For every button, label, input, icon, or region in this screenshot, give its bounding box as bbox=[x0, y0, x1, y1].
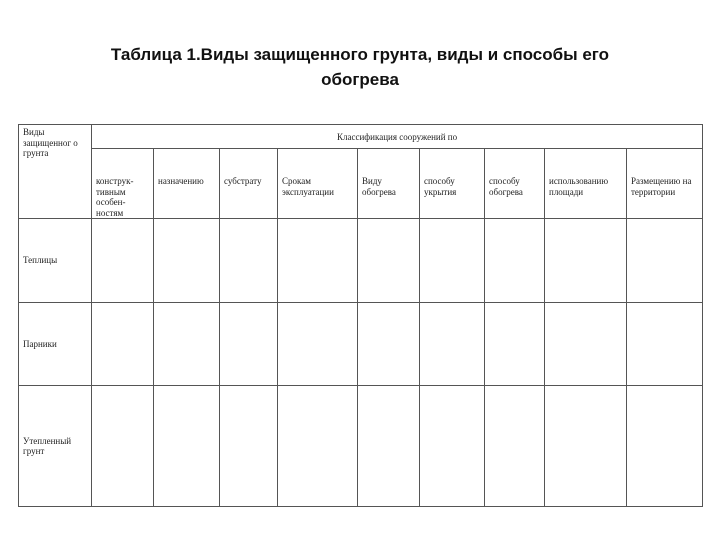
table-cell[interactable] bbox=[545, 386, 627, 507]
table-cell[interactable] bbox=[278, 303, 358, 386]
row-label-hotbeds: Парники bbox=[19, 303, 92, 386]
header-covering-method: способу укрытия bbox=[420, 149, 485, 219]
page-title bbox=[0, 42, 720, 92]
header-area-usage: использованию площади bbox=[545, 149, 627, 219]
header-protected-ground-types: Виды защищенног о грунта bbox=[19, 125, 92, 219]
table-cell[interactable] bbox=[278, 386, 358, 507]
table-row bbox=[19, 386, 703, 507]
table-row bbox=[19, 219, 703, 303]
table-cell[interactable] bbox=[485, 386, 545, 507]
table-cell[interactable] bbox=[627, 386, 703, 507]
header-heating-method: способу обогрева bbox=[485, 149, 545, 219]
row-label-greenhouses: Теплицы bbox=[19, 219, 92, 303]
table-row bbox=[19, 303, 703, 386]
header-operation-period: Срокам эксплуатации bbox=[278, 149, 358, 219]
header-classification-group: Классификация сооружений по bbox=[92, 125, 703, 149]
header-constructive-features: конструк-тивным особен-ностям bbox=[92, 149, 154, 219]
table-cell[interactable] bbox=[154, 303, 220, 386]
table-cell[interactable] bbox=[92, 386, 154, 507]
header-substrate: субстрату bbox=[220, 149, 278, 219]
row-label-insulated-ground: Утепленный грунт bbox=[19, 386, 92, 507]
table-cell[interactable] bbox=[485, 303, 545, 386]
table-cell[interactable] bbox=[220, 386, 278, 507]
table-cell[interactable] bbox=[154, 219, 220, 303]
title-line-2: обогрева bbox=[321, 70, 399, 89]
table-cell[interactable] bbox=[92, 219, 154, 303]
title-line-1: Таблица 1.Виды защищенного грунта, виды и способы его bbox=[110, 45, 610, 64]
classification-table bbox=[18, 124, 703, 507]
table-cell[interactable] bbox=[154, 386, 220, 507]
table-cell[interactable] bbox=[420, 219, 485, 303]
table-cell[interactable] bbox=[627, 303, 703, 386]
table-cell[interactable] bbox=[220, 303, 278, 386]
table-cell[interactable] bbox=[485, 219, 545, 303]
table-cell[interactable] bbox=[358, 219, 420, 303]
header-heating-type: Виду обогрева bbox=[358, 149, 420, 219]
header-purpose: назначению bbox=[154, 149, 220, 219]
table-cell[interactable] bbox=[545, 303, 627, 386]
table-cell[interactable] bbox=[278, 219, 358, 303]
table-cell[interactable] bbox=[420, 303, 485, 386]
table-cell[interactable] bbox=[420, 386, 485, 507]
table-cell[interactable] bbox=[92, 303, 154, 386]
table-cell[interactable] bbox=[545, 219, 627, 303]
table-cell[interactable] bbox=[358, 303, 420, 386]
table-cell[interactable] bbox=[627, 219, 703, 303]
table-cell[interactable] bbox=[220, 219, 278, 303]
header-territory-placement: Размещению на территории bbox=[627, 149, 703, 219]
table-cell[interactable] bbox=[358, 386, 420, 507]
